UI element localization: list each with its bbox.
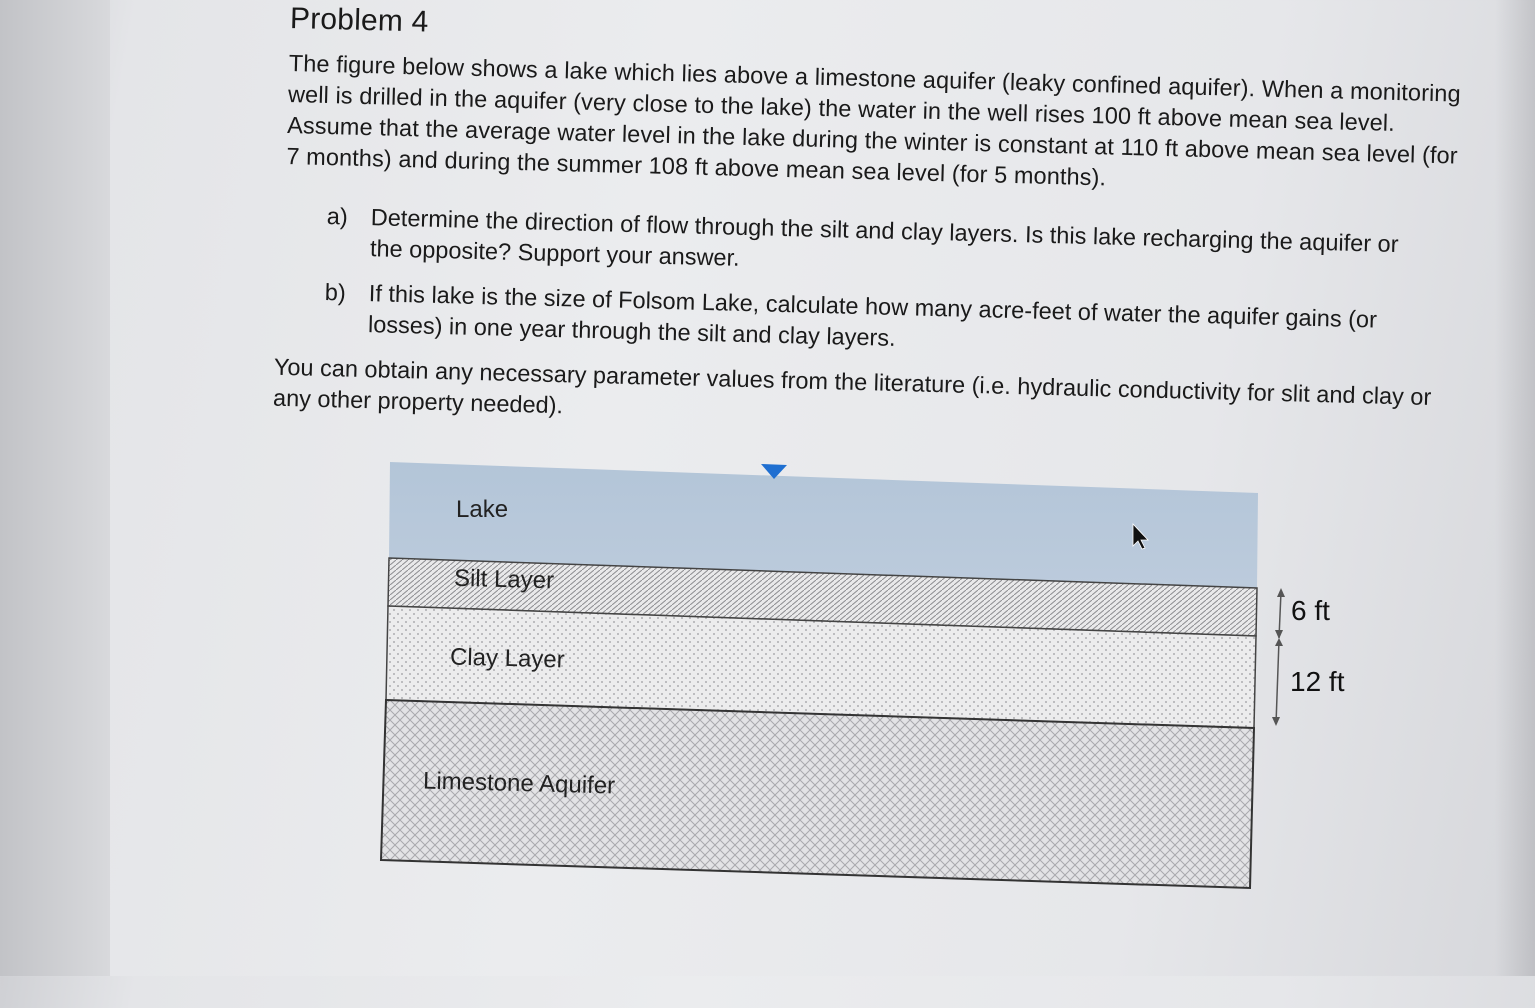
silt-bottom-arrow-icon — [1275, 630, 1283, 639]
question-b-label: b) — [324, 279, 347, 306]
question-a-label: a) — [326, 203, 349, 230]
question-a-text: Determine the direction of flow through the silt and clay layers. Is this lake recharging the aquifer or the opposite? Support your answer. — [369, 204, 1399, 271]
clay-top-arrow-icon — [1275, 638, 1283, 646]
problem-title: Problem 4 — [289, 2, 429, 39]
lake-label: Lake — [456, 496, 509, 523]
silt-layer-label: Silt Layer — [453, 564, 555, 595]
aquifer-label: Limestone Aquifer — [422, 767, 616, 800]
problem-intro: The figure below shows a lake which lies above a limestone aquifer (leaky confined aquifer). When a monitoring well is drilled in the aquifer (very close to the lake) the water in the well rises 100 ft above mean sea level. Assume that the average water level in the lake during the winter is constant at 110 ft above mean sea level (for 7 months) and during the summer 108 ft above mean sea level (for 5 months). — [286, 49, 1462, 191]
clay-layer-label: Clay Layer — [449, 643, 566, 674]
clay-thickness-label: 12 ft — [1290, 666, 1345, 697]
silt-top-arrow-icon — [1277, 588, 1285, 597]
clay-dimension-line — [1276, 640, 1279, 724]
silt-thickness-label: 6 ft — [1291, 595, 1330, 626]
clay-bottom-arrow-icon — [1272, 717, 1280, 726]
parameter-note: You can obtain any necessary parameter values from the literature (i.e. hydraulic conductivity for slit and clay or any other property needed). — [272, 353, 1432, 419]
question-b-text: If this lake is the size of Folsom Lake, calculate how many acre-feet of water the aquifer gains (or losses) in one year through the silt and clay layers. — [367, 280, 1378, 351]
